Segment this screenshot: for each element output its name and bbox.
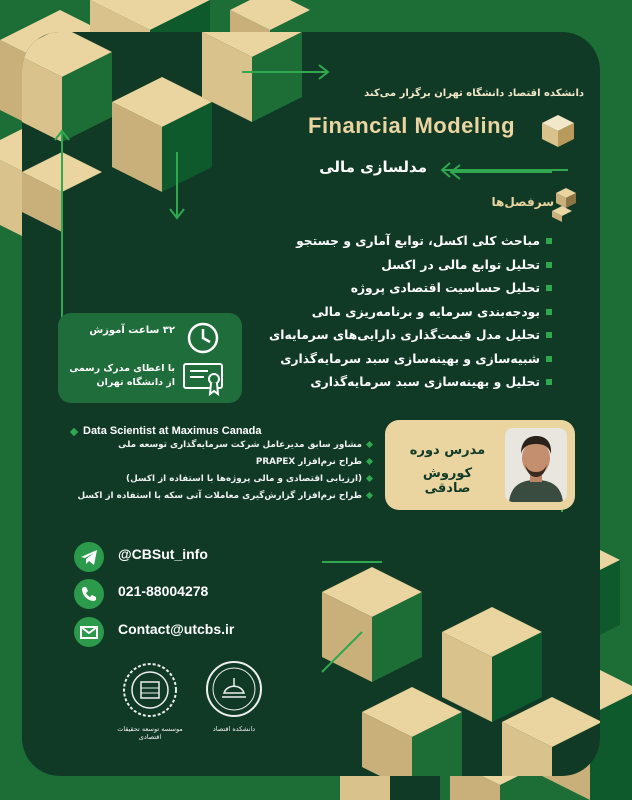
list-item bbox=[269, 371, 552, 395]
telegram-handle[interactable]: @CBSut_info bbox=[118, 546, 208, 562]
certificate-text bbox=[63, 362, 175, 390]
list-item bbox=[269, 301, 552, 325]
instructor-photo bbox=[505, 428, 567, 502]
hours-text: ۳۲ ساعت آموزش bbox=[89, 325, 175, 336]
content-panel bbox=[22, 32, 600, 776]
topic-text: تحلیل مدل قیمت‌گذاری دارایی‌های سرمایه‌ای bbox=[269, 328, 540, 342]
syllabus-cubes-icon bbox=[552, 188, 580, 222]
bio-text: طراح نرم‌افزار PRAPEX bbox=[255, 457, 362, 467]
list-item bbox=[269, 230, 552, 254]
list-item bbox=[78, 454, 373, 471]
list-item bbox=[269, 348, 552, 372]
topic-text: شبیه‌سازی و بهینه‌سازی سبد سرمایه‌گذاری bbox=[280, 351, 540, 366]
bio-text: طراح نرم‌افزار گزارش‌گیری معاملات آتی سکه با استفاده از اکسل bbox=[77, 491, 362, 501]
list-item bbox=[78, 471, 373, 488]
syllabus-list bbox=[269, 230, 552, 395]
topic-text: مباحث کلی اکسل، توابع آماری و جستجو bbox=[296, 234, 540, 248]
list-item bbox=[78, 437, 373, 454]
bio-text: مشاور سابق مدیرعامل شرکت سرمایه‌گذاری توسعه ملی bbox=[118, 440, 362, 450]
university-logo bbox=[205, 660, 263, 718]
phone-number[interactable]: 021-88004278 bbox=[118, 583, 209, 599]
bio-text: (ارزیابی اقتصادی و مالی پروژه‌ها با استفاده از اکسل) bbox=[126, 474, 362, 484]
institute-caption: موسسه توسعه تحقیقات اقتصادی bbox=[117, 725, 183, 741]
instructor-role: مدرس دوره bbox=[409, 443, 486, 458]
topic-text: تحلیل و بهینه‌سازی سبد سرمایه‌گذاری bbox=[310, 375, 540, 389]
certificate-icon bbox=[182, 362, 224, 396]
topic-text: تحلیل توابع مالی در اکسل bbox=[381, 257, 540, 272]
headline-bullet-icon bbox=[70, 428, 78, 436]
instructor-bio-list bbox=[78, 437, 373, 505]
email-address[interactable]: Contact@utcbs.ir bbox=[118, 621, 235, 637]
telegram-icon bbox=[74, 542, 104, 572]
cube-icon bbox=[540, 113, 576, 149]
course-title-english: Financial Modeling bbox=[308, 113, 516, 138]
title-arrow-icon bbox=[440, 158, 570, 182]
topic-text: بودجه‌بندی سرمایه و برنامه‌ریزی مالی bbox=[311, 304, 540, 319]
mail-icon bbox=[74, 617, 104, 647]
panel-decoration bbox=[22, 32, 600, 776]
instructor-headline: Data Scientist at Maximus Canada bbox=[83, 425, 262, 437]
institute-logo bbox=[122, 662, 178, 718]
organizer-text: دانشکده اقتصاد دانشگاه تهران برگزار می‌کند bbox=[364, 88, 584, 99]
list-item bbox=[269, 254, 552, 278]
clock-icon bbox=[185, 320, 221, 356]
list-item bbox=[78, 488, 373, 505]
certificate-line-2: از دانشگاه تهران bbox=[96, 377, 175, 388]
instructor-name: کوروش صادقی bbox=[422, 466, 473, 496]
phone-icon bbox=[74, 579, 104, 609]
list-item bbox=[269, 277, 552, 301]
course-title-persian: مدلسازی مالی bbox=[319, 158, 427, 176]
certificate-line-1: با اعطای مدرک رسمی bbox=[69, 363, 175, 374]
list-item bbox=[269, 324, 552, 348]
topic-text: تحلیل حساسیت اقتصادی پروژه bbox=[350, 281, 540, 295]
university-caption: دانشکده اقتصاد bbox=[212, 725, 256, 733]
syllabus-label: سرفصل‌ها bbox=[491, 195, 554, 209]
